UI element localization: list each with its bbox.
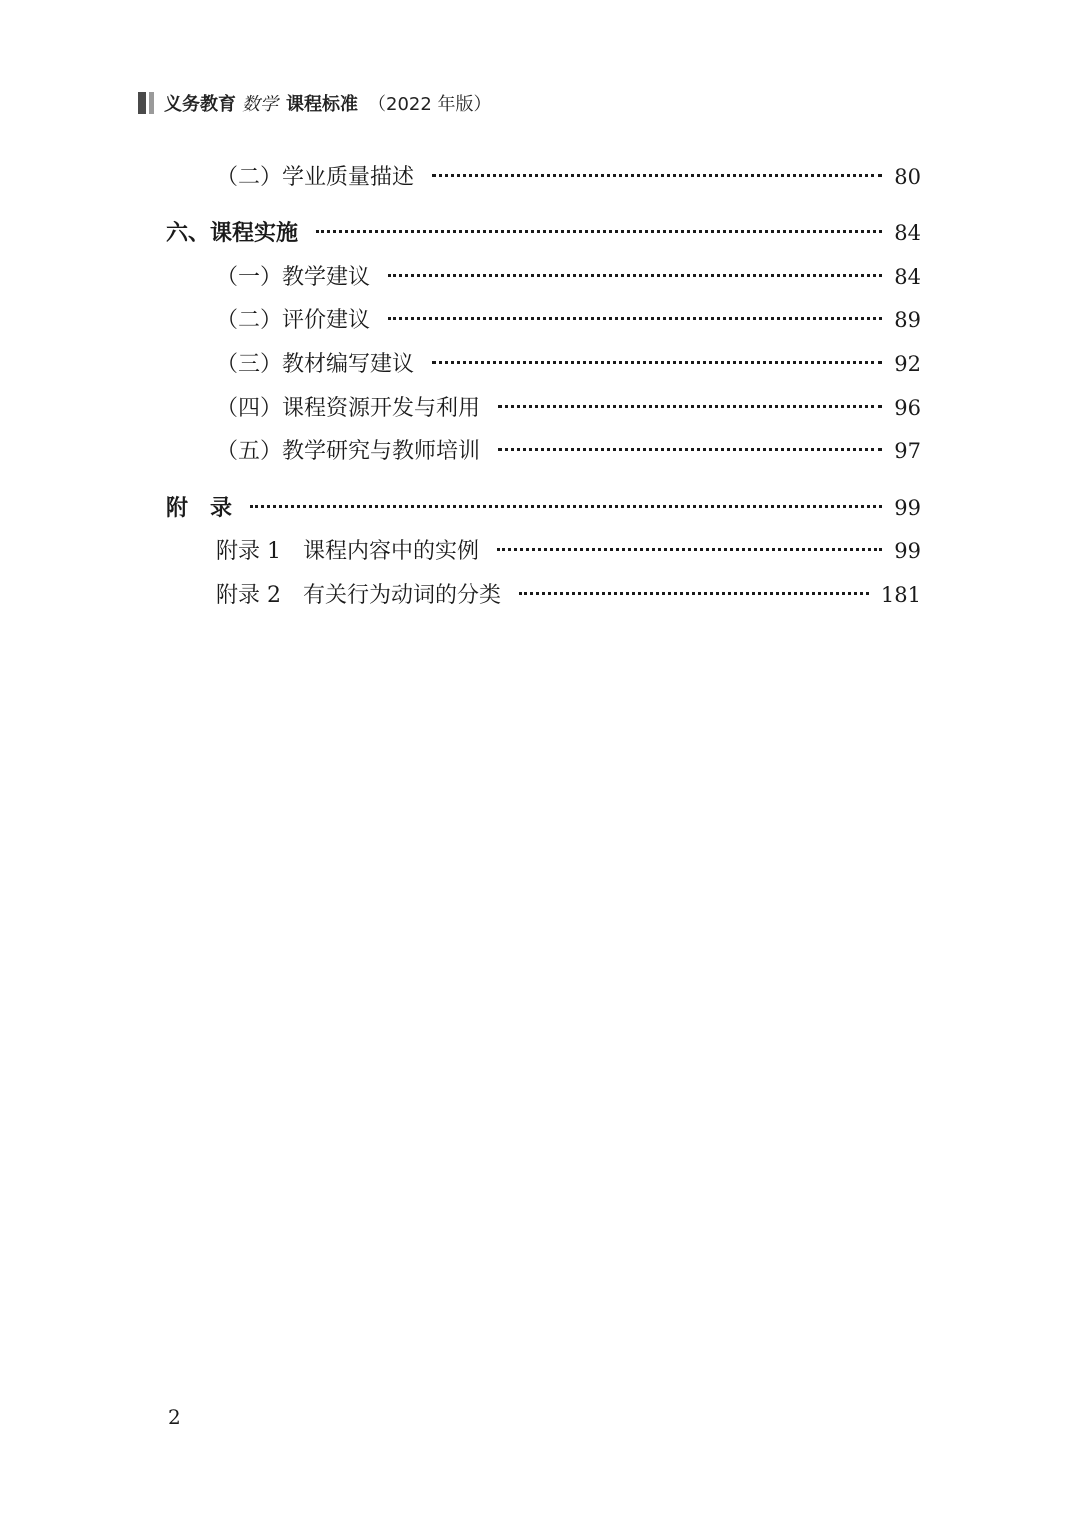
toc-entry-label: （二）学业质量描述 (216, 165, 415, 190)
toc-entry-label: （二）评价建议 (216, 308, 371, 333)
toc-leader-dots (316, 230, 882, 233)
header-bars-icon (138, 92, 154, 114)
toc-entry-page: 97 (894, 439, 921, 463)
toc-entry[interactable] (216, 578, 921, 612)
toc-entry-label: （三）教材编写建议 (216, 352, 415, 377)
header-edition: （2022 年版） (368, 94, 492, 115)
toc-entry-page: 92 (894, 352, 921, 376)
toc-entry-label: 附录 2 有关行为动词的分类 (216, 583, 501, 608)
toc-leader-dots (432, 361, 882, 364)
toc-leader-dots (250, 505, 882, 508)
toc-entry-label: 六、课程实施 (166, 221, 299, 246)
toc-leader-dots (432, 174, 882, 177)
header-title (164, 90, 492, 116)
toc-leader-dots (388, 274, 882, 277)
toc-entry[interactable] (166, 216, 921, 250)
header-title-suffix: 课程标准 (286, 94, 358, 115)
toc-entry[interactable] (216, 534, 921, 568)
toc-entry-page: 80 (894, 165, 921, 189)
toc-leader-dots (388, 317, 882, 320)
toc-leader-dots (498, 405, 882, 408)
toc-entry-page: 84 (894, 221, 921, 245)
toc-entry-page: 99 (894, 539, 921, 563)
toc-entry-label: （一）教学建议 (216, 265, 371, 290)
toc-entry[interactable] (216, 434, 921, 468)
toc-entry-label: 附 录 (166, 496, 233, 521)
toc-leader-dots (497, 548, 882, 551)
toc-entry[interactable] (216, 391, 921, 425)
toc-entry[interactable] (216, 347, 921, 381)
toc-entry-page: 181 (880, 583, 921, 607)
toc-leader-dots (519, 592, 869, 595)
toc-entry-page: 89 (894, 308, 921, 332)
toc-entry-page: 99 (894, 496, 921, 520)
toc-entry[interactable] (216, 260, 921, 294)
toc-entry-page: 96 (894, 396, 921, 420)
toc-entry[interactable] (216, 303, 921, 337)
page-number: 2 (168, 1405, 181, 1429)
toc-entry[interactable] (216, 160, 921, 194)
toc-entry[interactable] (166, 491, 921, 525)
toc-entry-label: （五）教学研究与教师培训 (216, 439, 481, 464)
toc-entry-page: 84 (894, 265, 921, 289)
header-title-subject: 数学 (242, 94, 278, 115)
toc-entry-label: （四）课程资源开发与利用 (216, 396, 481, 421)
toc-leader-dots (498, 448, 882, 451)
toc-entry-label: 附录 1 课程内容中的实例 (216, 539, 479, 564)
running-header (138, 88, 492, 118)
header-title-prefix: 义务教育 (164, 94, 236, 115)
